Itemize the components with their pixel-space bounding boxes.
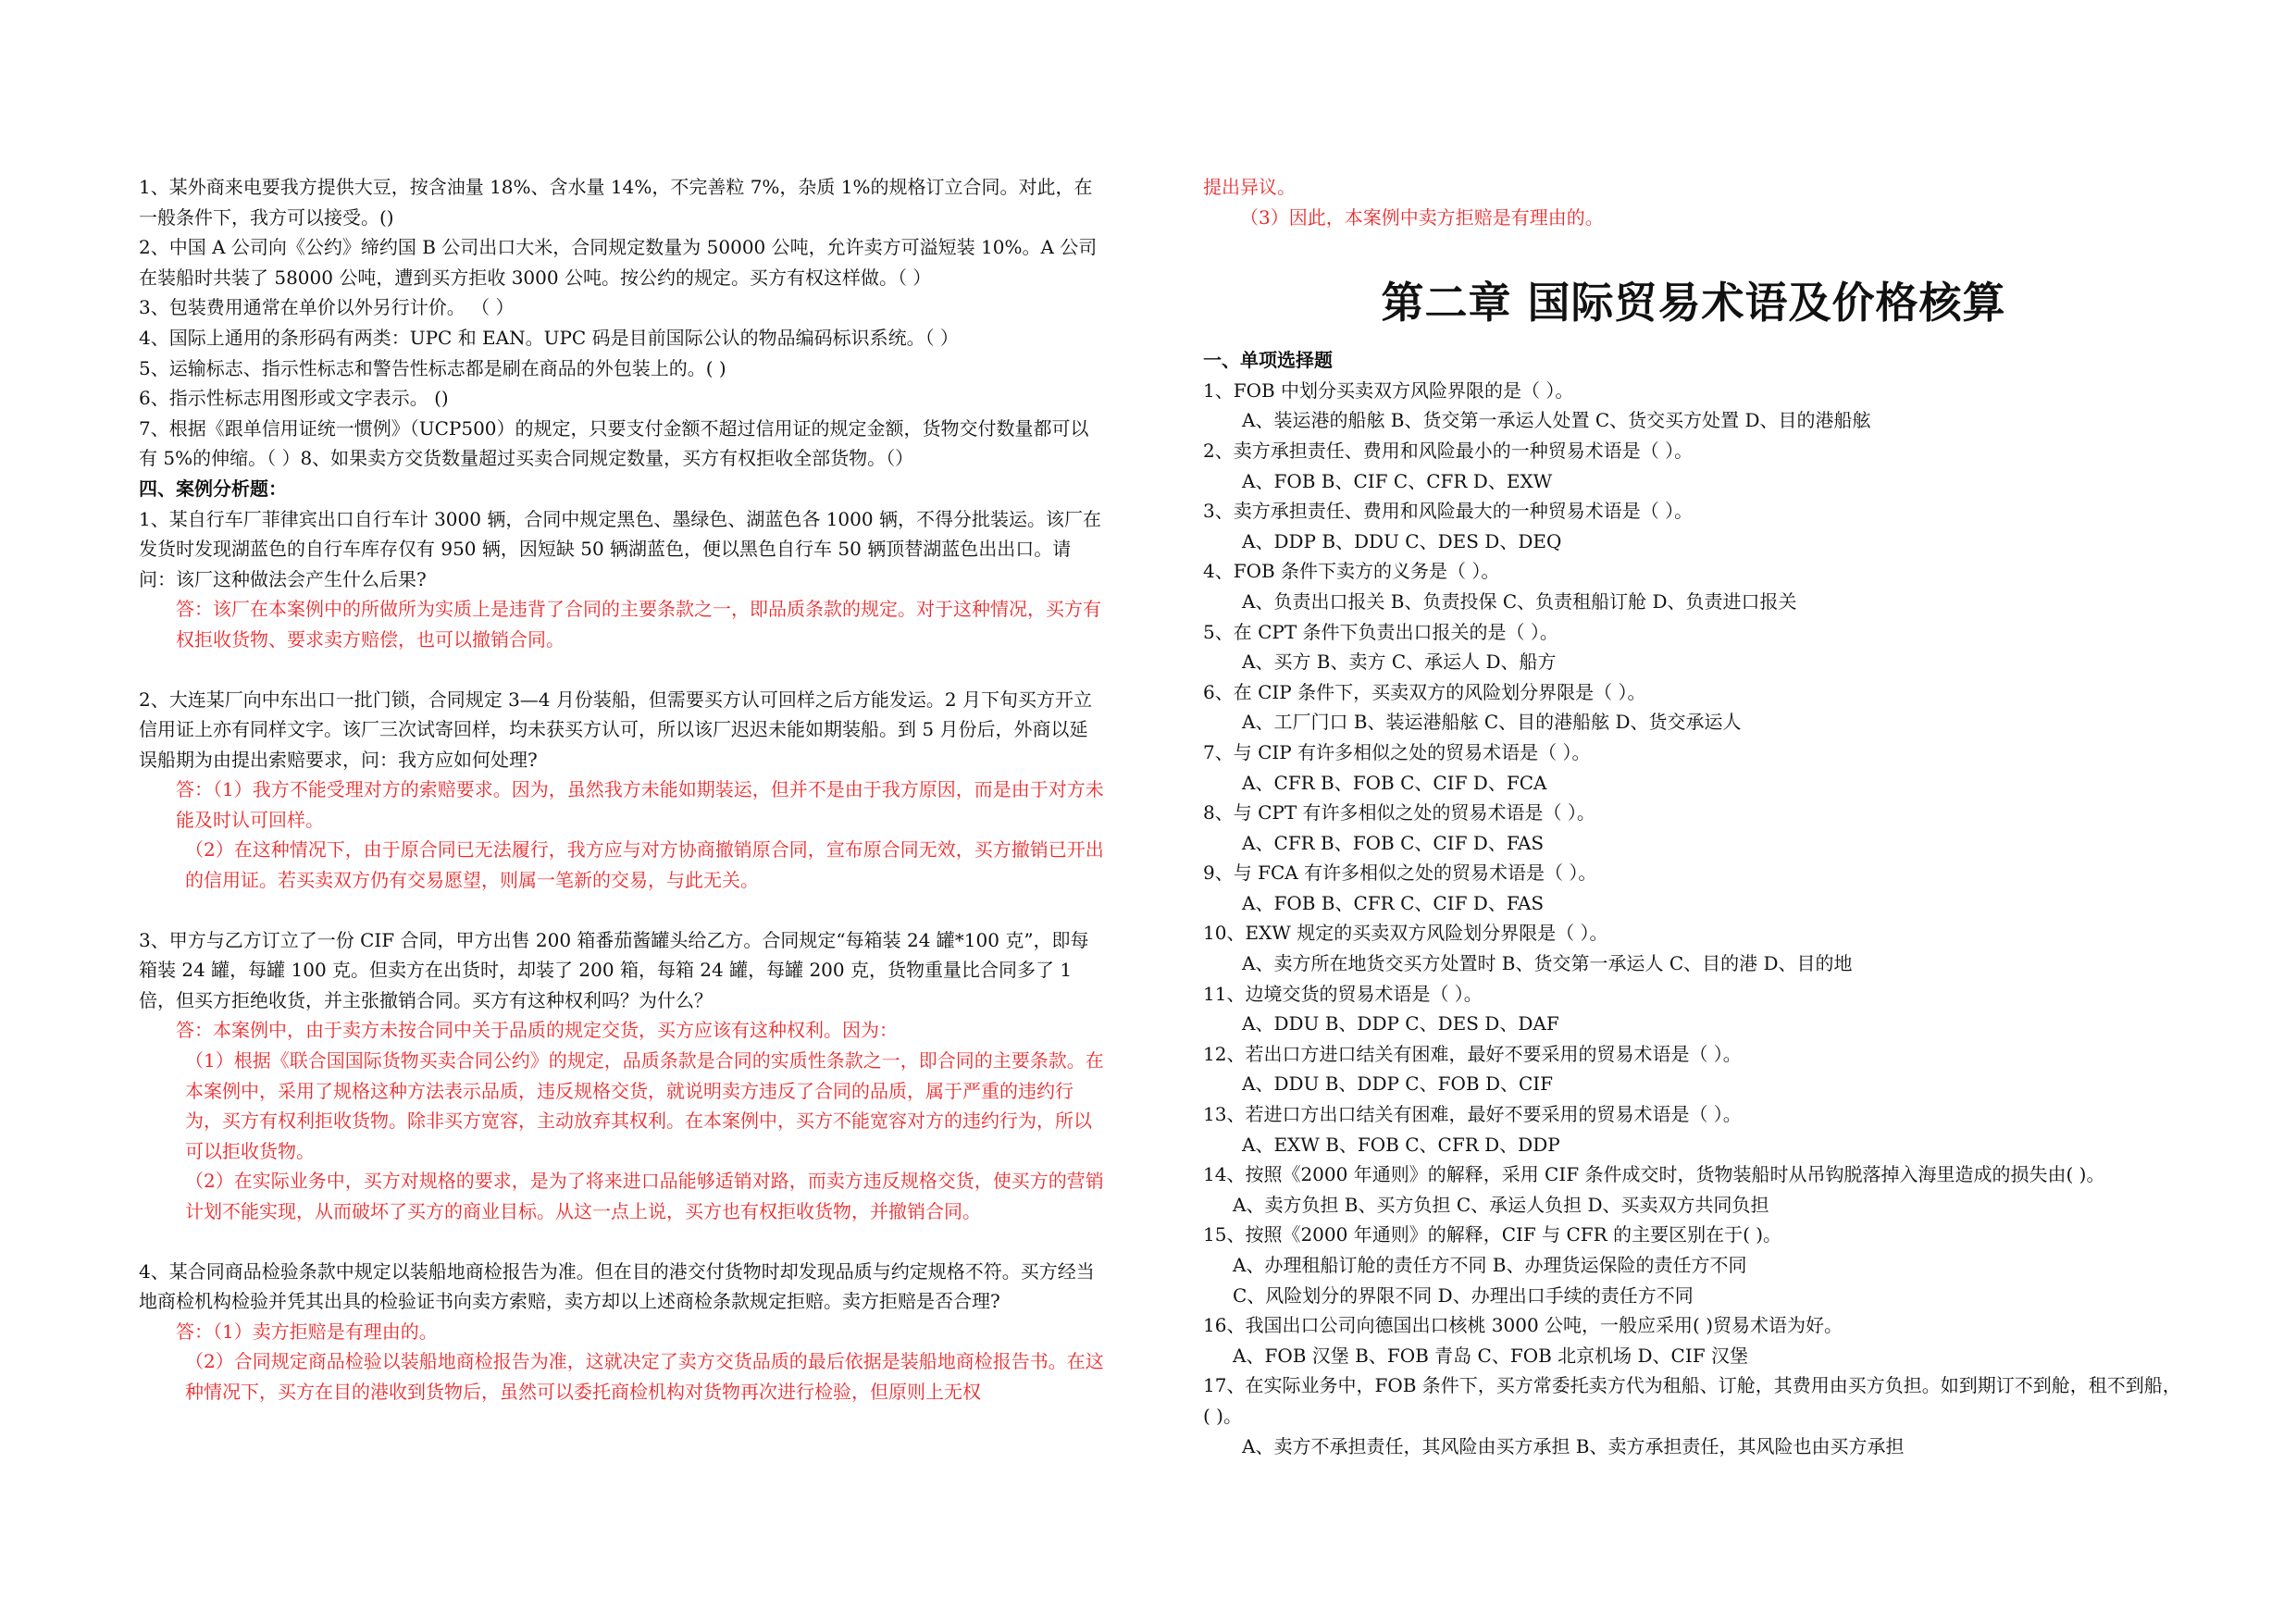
question-text: 10、EXW 规定的买卖双方风险划分界限是（ ）。 <box>1203 922 1608 945</box>
paragraph-gap <box>139 1227 1105 1257</box>
answer-text: 答：本案例中，由于卖方未按合同中关于品质的规定交货，买方应该有这种权利。因为： <box>176 1019 898 1042</box>
answer-text: （2）在实际业务中，买方对规格的要求，是为了将来进口品能够适销对路，而卖方违反规格交货，使买方的营销计划不能实现，从而破坏了买方的商业目标。从这一点上说，买方也有权拒收货物，并撤销合同。 <box>185 1170 1104 1222</box>
answer-options: A、CFR B、FOB C、CIF D、FCA <box>1242 771 1547 794</box>
question-text: 5、运输标志、指示性标志和警告性标志都是刷在商品的外包装上的。( ) <box>139 356 726 379</box>
paragraph-gap <box>139 655 1105 685</box>
question-text: 6、在 CIP 条件下，买卖双方的风险划分界限是（ ）。 <box>1203 680 1646 703</box>
answer-options: A、DDU B、DDP C、FOB D、CIF <box>1242 1072 1554 1096</box>
answer-options: C、风险划分的界限不同 D、办理出口手续的责任方不同 <box>1233 1283 1694 1307</box>
question-list <box>1203 376 2184 1461</box>
answer-text: 答：（1）卖方拒赔是有理由的。 <box>176 1320 438 1343</box>
question-text: 6、指示性标志用图形或文字表示。 () <box>139 387 449 410</box>
answer-options: A、装运港的船舷 B、货交第一承运人处置 C、货交买方处置 D、目的港船舷 <box>1242 409 1871 432</box>
question-text: 2、中国 A 公司向《公约》缔约国 B 公司出口大米，合同规定数量为 50000 公吨，允许卖方可溢短装 10%。A 公司在装船时共装了 58000 公吨，遭到买方拒收 3000 公吨。按公约的规定。买方有权这样做。（ ） <box>139 236 1098 289</box>
question-text: 4、国际上通用的条形码有两类：UPC 和 EAN。UPC 码是目前国际公认的物品编码标识系统。（ ） <box>139 326 959 349</box>
question-text: 16、我国出口公司向德国出口核桃 3000 公吨，一般应采用( )贸易术语为好。 <box>1203 1314 1843 1337</box>
answer-text: 答：（1）我方不能受理对方的索赔要求。因为，虽然我方未能如期装运，但并不是由于我方原因，而是由于对方未能及时认可回样。 <box>176 778 1104 831</box>
chapter-title: 第二章 国际贸易术语及价格核算 <box>1381 278 2006 329</box>
answer-options: A、DDP B、DDU C、DES D、DEQ <box>1242 529 1562 552</box>
question-text: 4、某合同商品检验条款中规定以装船地商检报告为准。但在目的港交付货物时却发现品质与约定规格不符。买方经当地商检机构检验并凭其出具的检验证书向卖方索赔，卖方却以上述商检条款规定拒赔。卖方拒赔是否合理? <box>139 1259 1095 1313</box>
question-text: 3、包装费用通常在单价以外另行计价。 （ ） <box>139 296 515 319</box>
question-text: 11、边境交货的贸易术语是（ ）。 <box>1203 982 1483 1005</box>
question-text: 9、与 FCA 有许多相似之处的贸易术语是（ ）。 <box>1203 862 1597 885</box>
answer-options: A、买方 B、卖方 C、承运人 D、船方 <box>1242 651 1557 674</box>
question-text: 5、在 CPT 条件下负责出口报关的是（ ）。 <box>1203 620 1558 643</box>
answer-text: （2）合同规定商品检验以装船地商检报告为准，这就决定了卖方交货品质的最后依据是装船地商检报告书。在这种情况下，买方在目的港收到货物后，虽然可以委托商检机构对货物再次进行检验，但原则上无权 <box>185 1350 1104 1403</box>
question-text: 12、若出口方进口结关有困难，最好不要采用的贸易术语是（ ）。 <box>1203 1042 1742 1065</box>
answer-options: A、FOB B、CFR C、CIF D、FAS <box>1242 891 1545 914</box>
question-text: 2、卖方承担责任、费用和风险最小的一种贸易术语是（ ）。 <box>1203 439 1694 462</box>
answer-text: （3）因此，本案例中卖方拒赔是有理由的。 <box>1240 205 1604 229</box>
question-text: 1、某自行车厂菲律宾出口自行车计 3000 辆，合同中规定黑色、墨绿色、湖蓝色各 1000 辆，不得分批装运。该厂在发货时发现湖蓝色的自行车库存仅有 950 辆，因短缺 50 辆湖蓝色，便以黑色自行车 50 辆顶替湖蓝色出出口。请问：该厂这种做法会产生什么后果? <box>139 507 1101 590</box>
answer-options: A、卖方负担 B、买方负担 C、承运人负担 D、买卖双方共同负担 <box>1233 1193 1769 1216</box>
answer-options: A、负责出口报关 B、负责投保 C、负责租船订舱 D、负责进口报关 <box>1242 589 1797 613</box>
paragraph-gap <box>139 896 1105 925</box>
left-column <box>139 172 1105 1407</box>
answer-options: A、办理租船订舱的责任方不同 B、办理货运保险的责任方不同 <box>1233 1254 1747 1276</box>
answer-text: （1）根据《联合国国际货物买卖合同公约》的规定，品质条款是合同的实质性条款之一，即合同的主要条款。在本案例中，采用了规格这种方法表示品质，违反规格交货，就说明卖方违反了合同的品质，属于严重的违约行为，买方有权利拒收货物。除非买方宽容，主动放弃其权利。在本案例中，买方不能宽容对方的违约行为，所以可以拒收货物。 <box>185 1049 1104 1162</box>
answer-text: （2）在这种情况下，由于原合同已无法履行，我方应与对方协商撤销原合同，宣布原合同无效，买方撤销已开出的信用证。若买卖双方仍有交易愿望，则属一笔新的交易，与此无关。 <box>185 838 1104 892</box>
question-text: 1、FOB 中划分买卖双方风险界限的是（ ）。 <box>1203 378 1574 402</box>
section-heading: 四、案例分析题： <box>139 477 287 500</box>
question-text: 3、卖方承担责任、费用和风险最大的一种贸易术语是（ ）。 <box>1203 500 1694 523</box>
answer-options: A、卖方不承担责任，其风险由买方承担 B、卖方承担责任，其风险也由买方承担 <box>1242 1434 1905 1457</box>
question-text: 7、根据《跟单信用证统一惯例》（UCP500）的规定，只要支付金额不超过信用证的规定金额，货物交付数量都可以有 5%的伸缩。（ ）8、如果卖方交货数量超过买卖合同规定数量，买方有权拒收全部货物。（） <box>139 416 1089 470</box>
answer-options: A、DDU B、DDP C、DES D、DAF <box>1242 1012 1559 1035</box>
question-text: 1、某外商来电要我方提供大豆，按含油量 18%、含水量 14%，不完善粒 7%，杂质 1%的规格订立合同。对此，在一般条件下，我方可以接受。() <box>139 176 1093 229</box>
question-text: 15、按照《2000 年通则》的解释，CIF 与 CFR 的主要区别在于( )。 <box>1203 1223 1782 1246</box>
answer-text: 提出异议。 <box>1203 176 1296 198</box>
answer-options: A、工厂门口 B、装运港船舷 C、目的港船舷 D、货交承运人 <box>1242 711 1742 734</box>
answer-options: A、FOB 汉堡 B、FOB 青岛 C、FOB 北京机场 D、CIF 汉堡 <box>1233 1344 1748 1367</box>
question-text: 8、与 CPT 有许多相似之处的贸易术语是（ ）。 <box>1203 801 1595 824</box>
right-column <box>1203 172 2184 1461</box>
answer-options: A、CFR B、FOB C、CIF D、FAS <box>1242 831 1545 854</box>
answer-options: A、FOB B、CIF C、CFR D、EXW <box>1242 469 1553 492</box>
answer-text: 答：该厂在本案例中的所做所为实质上是违背了合同的主要条款之一，即品质条款的规定。对于这种情况，买方有权拒收货物、要求卖方赔偿，也可以撤销合同。 <box>176 598 1101 651</box>
section-heading: 一、单项选择题 <box>1203 349 1333 372</box>
question-text: 17、在实际业务中，FOB 条件下，买方常委托卖方代为租船、订舱，其费用由买方负担。如到期订不到舱，租不到船，( )。 <box>1203 1374 2181 1427</box>
question-text: 13、若进口方出口结关有困难，最好不要采用的贸易术语是（ ）。 <box>1203 1103 1742 1126</box>
question-text: 4、FOB 条件下卖方的义务是（ ）。 <box>1203 560 1500 583</box>
question-text: 2、大连某厂向中东出口一批门锁，合同规定 3—4 月份装船，但需要买方认可回样之后方能发运。2 月下旬买方开立信用证上亦有同样文字。该厂三次试寄回样，均未获买方认可，所以该厂迟迟未能如期装船。到 5 月份后，外商以延误船期为由提出索赔要求，问：我方应如何处理? <box>139 688 1092 771</box>
answer-options: A、EXW B、FOB C、CFR D、DDP <box>1242 1133 1560 1156</box>
right-continuation <box>1203 172 2184 232</box>
question-text: 3、甲方与乙方订立了一份 CIF 合同，甲方出售 200 箱番茄酱罐头给乙方。合同规定“每箱装 24 罐*100 克”，即每箱装 24 罐，每罐 100 克。但卖方在出货时，却装了 200 箱，每箱 24 罐，每罐 200 克，货物重量比合同多了 1 倍，但买方拒绝收货，并主张撤销合同。买方有这种权利吗？为什么？ <box>139 928 1089 1011</box>
question-text: 14、按照《2000 年通则》的解释，采用 CIF 条件成交时，货物装船时从吊钩脱落掉入海里造成的损失由( )。 <box>1203 1163 2105 1186</box>
answer-options: A、卖方所在地货交买方处置时 B、货交第一承运人 C、目的港 D、目的地 <box>1242 952 1853 975</box>
question-text: 7、与 CIP 有许多相似之处的贸易术语是（ ）。 <box>1203 740 1591 763</box>
